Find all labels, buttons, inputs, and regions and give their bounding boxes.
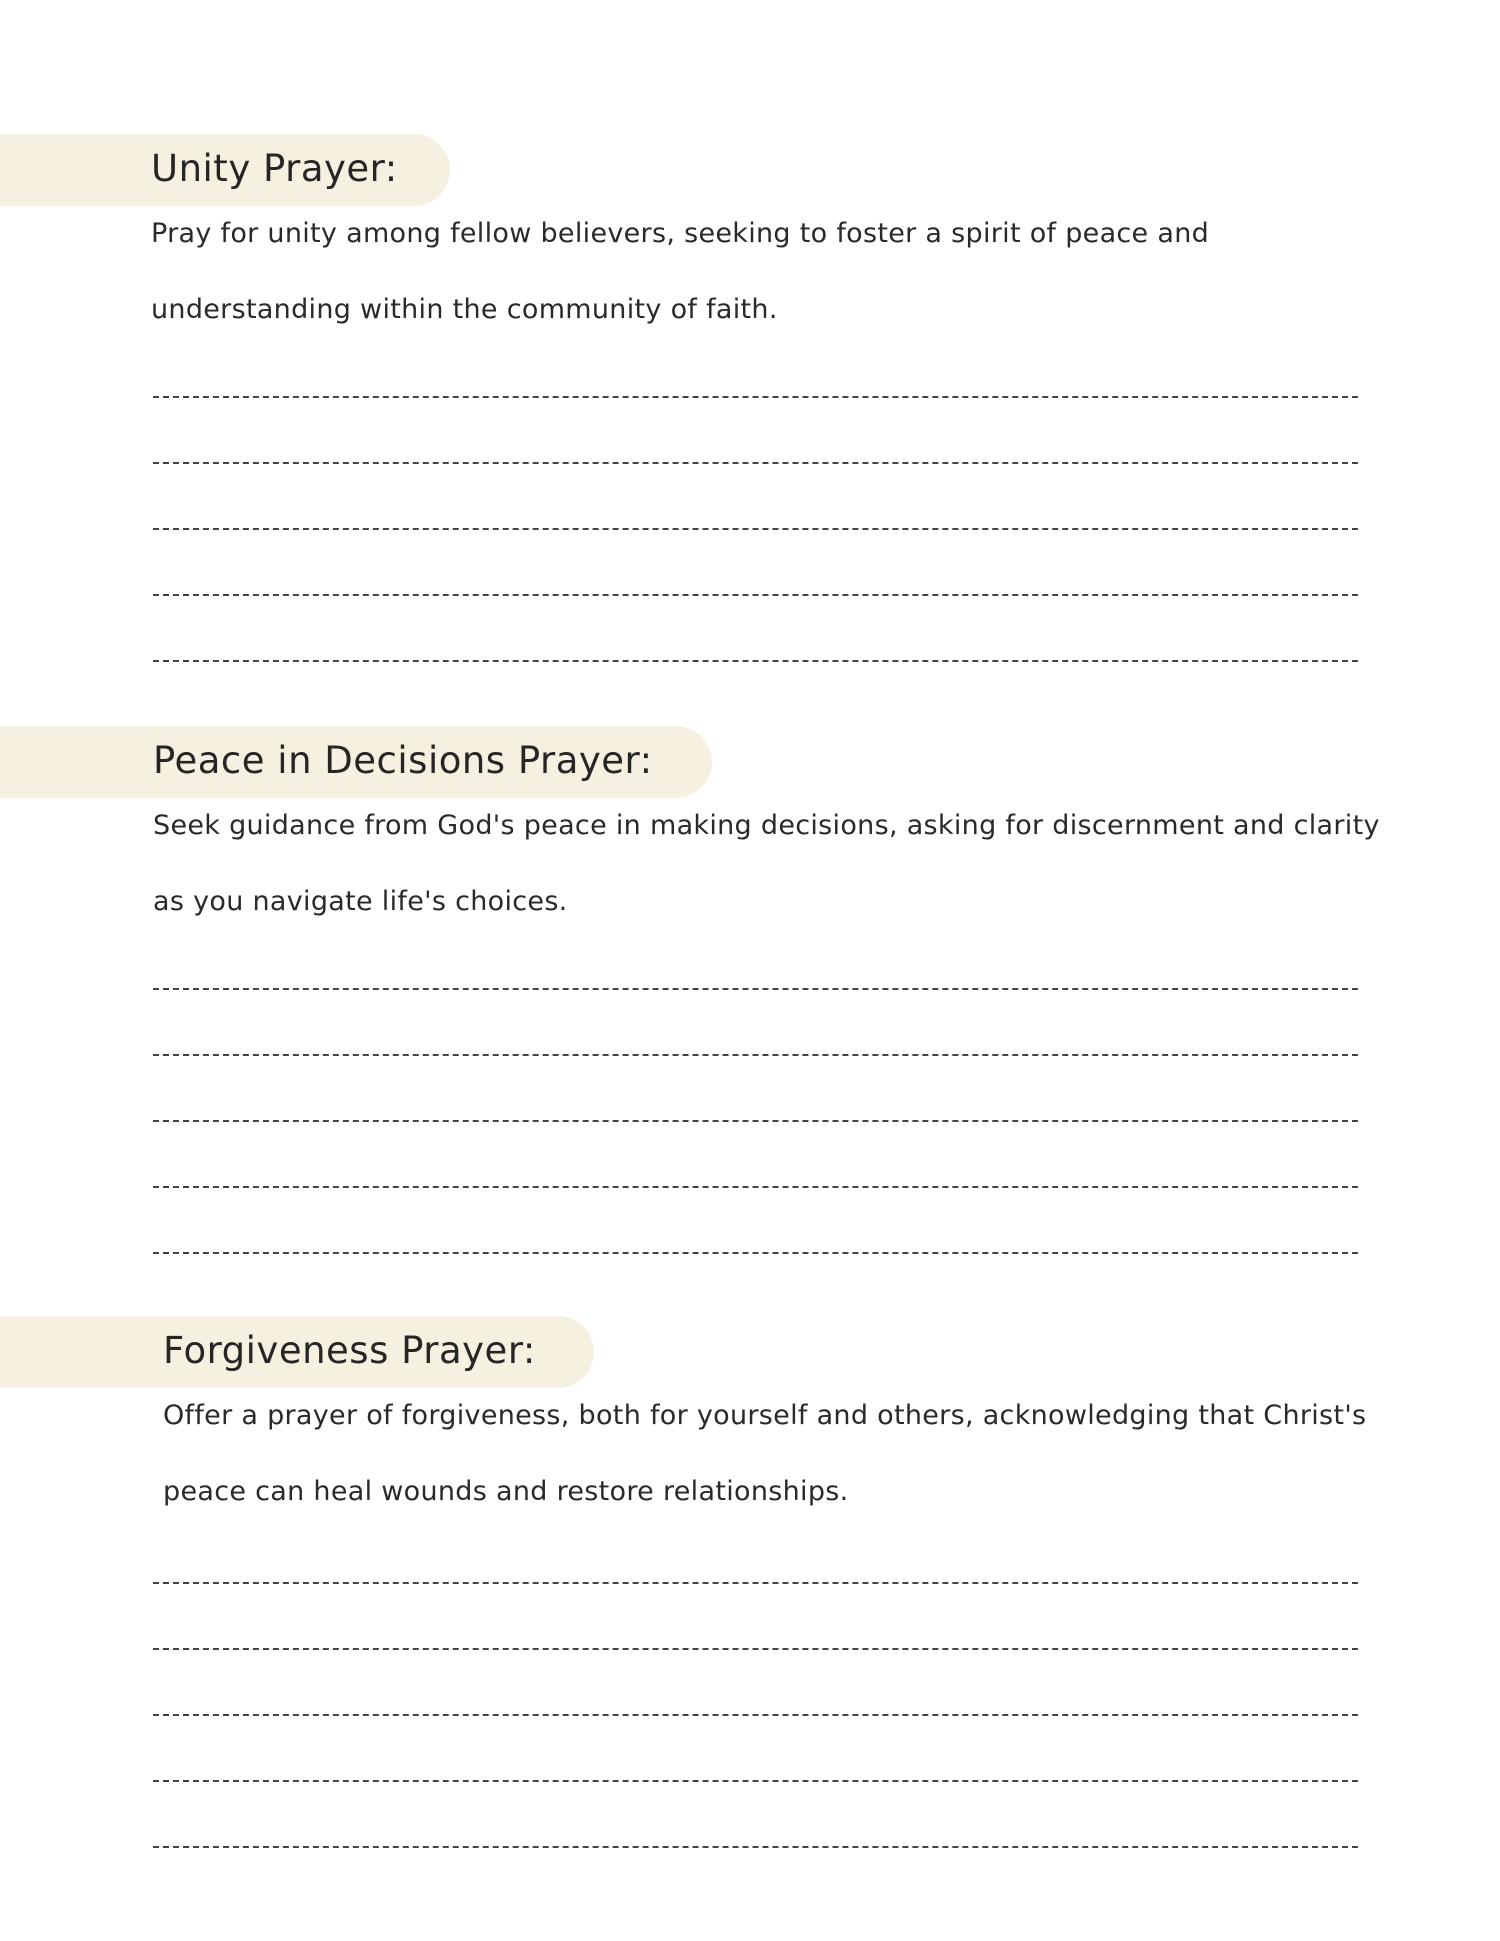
- forgiveness-writing-line-2[interactable]: [153, 1648, 1358, 1650]
- unity-prayer-section: [0, 134, 1500, 674]
- peace-in-decisions-description-line-1: Seek guidance from God's peace in making decisions, asking for discernment and clarity: [153, 810, 1380, 841]
- forgiveness-prayer-section: [0, 1316, 1500, 1861]
- unity-prayer-title: Unity Prayer:: [151, 147, 398, 190]
- forgiveness-description-line-2: peace can heal wounds and restore relationships.: [163, 1476, 849, 1507]
- unity-prayer-description-line-1: Pray for unity among fellow believers, seeking to foster a spirit of peace and: [151, 218, 1210, 249]
- forgiveness-writing-line-4[interactable]: [153, 1780, 1358, 1782]
- peace-in-decisions-description-line-2: as you navigate life's choices.: [153, 886, 568, 917]
- peace-in-decisions-title: Peace in Decisions Prayer:: [153, 739, 653, 782]
- forgiveness-description-line-1: Offer a prayer of forgiveness, both for yourself and others, acknowledging that Christ's: [163, 1400, 1367, 1431]
- peace-writing-line-2[interactable]: [153, 1054, 1358, 1056]
- forgiveness-writing-line-3[interactable]: [153, 1714, 1358, 1716]
- forgiveness-writing-line-5[interactable]: [153, 1846, 1358, 1848]
- unity-writing-line-5[interactable]: [153, 660, 1358, 662]
- peace-writing-line-4[interactable]: [153, 1186, 1358, 1188]
- peace-writing-line-1[interactable]: [153, 988, 1358, 990]
- peace-in-decisions-prayer-section: [0, 726, 1500, 1266]
- unity-writing-line-2[interactable]: [153, 462, 1358, 464]
- peace-writing-line-3[interactable]: [153, 1120, 1358, 1122]
- unity-writing-line-4[interactable]: [153, 594, 1358, 596]
- unity-writing-line-3[interactable]: [153, 528, 1358, 530]
- unity-prayer-description-line-2: understanding within the community of faith.: [151, 294, 778, 325]
- unity-writing-line-1[interactable]: [153, 396, 1358, 398]
- forgiveness-writing-line-1[interactable]: [153, 1582, 1358, 1584]
- peace-writing-line-5[interactable]: [153, 1252, 1358, 1254]
- forgiveness-title: Forgiveness Prayer:: [163, 1329, 536, 1372]
